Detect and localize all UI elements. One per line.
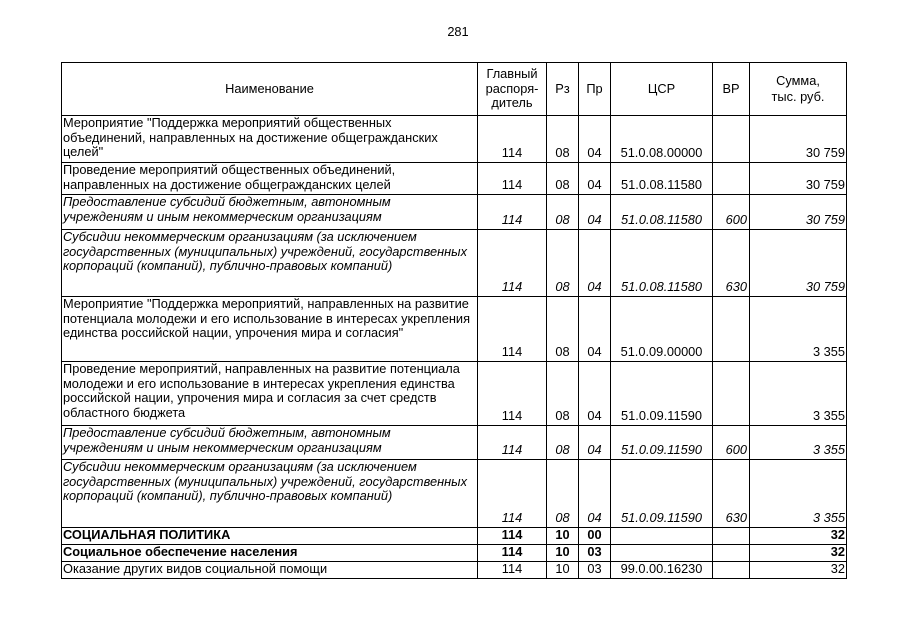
cell-pr: 04 <box>579 163 611 195</box>
header-main-manager <box>478 63 547 116</box>
cell-sum: 30 759 <box>750 163 847 195</box>
name-line: Предоставление субсидий бюджетным, автономным <box>63 194 391 209</box>
cell-csr: 51.0.08.11580 <box>611 195 713 230</box>
cell-name <box>62 116 478 163</box>
cell-rz: 08 <box>547 195 579 230</box>
cell-main-manager: 114 <box>478 528 547 545</box>
name-line: Оказание других видов социальной помощи <box>63 561 328 576</box>
cell-vr: 630 <box>713 230 750 297</box>
name-line: Предоставление субсидий бюджетным, автономным <box>63 425 391 440</box>
name-line: Субсидии некоммерческим организациям (за исключением <box>63 459 417 474</box>
name-line: Социальное обеспечение населения <box>63 544 298 559</box>
cell-rz: 10 <box>547 528 579 545</box>
table-row <box>62 163 847 195</box>
cell-sum: 32 <box>750 528 847 545</box>
cell-main-manager: 114 <box>478 195 547 230</box>
cell-pr: 04 <box>579 297 611 362</box>
cell-rz: 08 <box>547 460 579 528</box>
header-sum-line: Сумма, <box>776 73 820 88</box>
name-line: государственных (муниципальных) учреждений, государственных <box>63 243 468 259</box>
table-row <box>62 297 847 362</box>
cell-vr <box>713 545 750 562</box>
name-line: направленных на достижение общегражданских целей <box>63 176 391 192</box>
cell-vr: 600 <box>713 195 750 230</box>
header-rz: Рз <box>547 63 579 116</box>
cell-name <box>62 163 478 195</box>
cell-rz: 10 <box>547 545 579 562</box>
cell-csr: 51.0.09.11590 <box>611 362 713 426</box>
cell-pr: 00 <box>579 528 611 545</box>
cell-sum: 32 <box>750 545 847 562</box>
cell-csr <box>611 528 713 545</box>
cell-sum: 30 759 <box>750 195 847 230</box>
header-sum-line: тыс. руб. <box>771 89 825 104</box>
cell-vr <box>713 362 750 426</box>
cell-rz: 08 <box>547 362 579 426</box>
cell-main-manager: 114 <box>478 362 547 426</box>
cell-vr <box>713 297 750 362</box>
cell-vr <box>713 528 750 545</box>
name-line: областного бюджета <box>63 405 186 421</box>
cell-csr: 51.0.09.11590 <box>611 460 713 528</box>
cell-rz: 08 <box>547 163 579 195</box>
cell-name <box>62 460 478 528</box>
name-line: Субсидии некоммерческим организациям (за исключением <box>63 229 417 244</box>
table-row <box>62 116 847 163</box>
cell-sum: 30 759 <box>750 116 847 163</box>
name-line: Мероприятие "Поддержка мероприятий, направленных на развитие <box>63 296 469 311</box>
cell-main-manager: 114 <box>478 562 547 579</box>
name-line: государственных (муниципальных) учреждений, государственных <box>63 473 468 489</box>
name-line: потенциала молодежи и его использование в интересах укрепления <box>63 310 471 326</box>
name-line: объединений, направленных на достижение общегражданских <box>63 129 438 145</box>
table-row <box>62 230 847 297</box>
table-row <box>62 195 847 230</box>
table-row <box>62 562 847 579</box>
cell-sum: 3 355 <box>750 460 847 528</box>
budget-table <box>61 62 847 579</box>
cell-sum: 3 355 <box>750 297 847 362</box>
cell-pr: 04 <box>579 116 611 163</box>
name-line: учреждениям и иным некоммерческим организациям <box>63 208 382 224</box>
header-main-manager-line: Главный <box>486 65 538 81</box>
cell-pr: 04 <box>579 362 611 426</box>
cell-main-manager: 114 <box>478 116 547 163</box>
name-line: молодежи и его использование в интересах укрепления единства <box>63 375 455 391</box>
cell-pr: 04 <box>579 230 611 297</box>
table-header-row <box>62 63 847 116</box>
cell-rz: 08 <box>547 230 579 297</box>
page-number: 281 <box>447 24 469 39</box>
cell-name <box>62 195 478 230</box>
cell-sum: 3 355 <box>750 426 847 460</box>
cell-name <box>62 362 478 426</box>
header-sum <box>750 63 847 116</box>
cell-rz: 08 <box>547 426 579 460</box>
header-main-manager-line: дитель <box>491 95 533 111</box>
cell-csr: 51.0.08.11580 <box>611 230 713 297</box>
cell-main-manager: 114 <box>478 545 547 562</box>
cell-pr: 03 <box>579 545 611 562</box>
cell-rz: 08 <box>547 297 579 362</box>
cell-vr <box>713 116 750 163</box>
name-line: российской нации, упрочения мира и согласия за счет средств <box>63 390 437 406</box>
cell-sum: 32 <box>750 562 847 579</box>
cell-pr: 04 <box>579 195 611 230</box>
cell-main-manager: 114 <box>478 297 547 362</box>
cell-main-manager: 114 <box>478 426 547 460</box>
name-line: корпораций (компаний), публично-правовых компаний) <box>63 488 393 504</box>
cell-vr: 600 <box>713 426 750 460</box>
table-row <box>62 460 847 528</box>
cell-main-manager: 114 <box>478 163 547 195</box>
name-line: целей" <box>63 144 104 160</box>
cell-pr: 03 <box>579 562 611 579</box>
cell-vr <box>713 163 750 195</box>
cell-name <box>62 562 478 579</box>
header-main-manager-line: распоря- <box>485 80 539 96</box>
cell-name <box>62 545 478 562</box>
cell-csr: 99.0.00.16230 <box>611 562 713 579</box>
header-pr: Пр <box>579 63 611 116</box>
header-name: Наименование <box>62 63 478 116</box>
cell-pr: 04 <box>579 426 611 460</box>
header-vr: ВР <box>713 63 750 116</box>
cell-vr <box>713 562 750 579</box>
cell-name <box>62 426 478 460</box>
cell-csr: 51.0.08.00000 <box>611 116 713 163</box>
cell-vr: 630 <box>713 460 750 528</box>
cell-name <box>62 297 478 362</box>
name-line: единства российской нации, упрочения мира и согласия" <box>63 325 404 341</box>
name-line: учреждениям и иным некоммерческим организациям <box>63 439 382 455</box>
cell-csr: 51.0.08.11580 <box>611 163 713 195</box>
cell-rz: 10 <box>547 562 579 579</box>
table-row <box>62 545 847 562</box>
name-line: корпораций (компаний), публично-правовых компаний) <box>63 258 393 274</box>
cell-sum: 3 355 <box>750 362 847 426</box>
table-row <box>62 426 847 460</box>
cell-pr: 04 <box>579 460 611 528</box>
name-line: Проведение мероприятий, направленных на развитие потенциала <box>63 361 460 376</box>
name-line: СОЦИАЛЬНАЯ ПОЛИТИКА <box>63 527 231 542</box>
cell-name <box>62 230 478 297</box>
cell-csr <box>611 545 713 562</box>
cell-csr: 51.0.09.00000 <box>611 297 713 362</box>
header-csr: ЦСР <box>611 63 713 116</box>
cell-sum: 30 759 <box>750 230 847 297</box>
cell-name <box>62 528 478 545</box>
cell-main-manager: 114 <box>478 230 547 297</box>
cell-main-manager: 114 <box>478 460 547 528</box>
name-line: Проведение мероприятий общественных объединений, <box>63 162 396 177</box>
name-line: Мероприятие "Поддержка мероприятий общественных <box>63 115 392 130</box>
cell-rz: 08 <box>547 116 579 163</box>
table-row <box>62 528 847 545</box>
cell-csr: 51.0.09.11590 <box>611 426 713 460</box>
table-row <box>62 362 847 426</box>
